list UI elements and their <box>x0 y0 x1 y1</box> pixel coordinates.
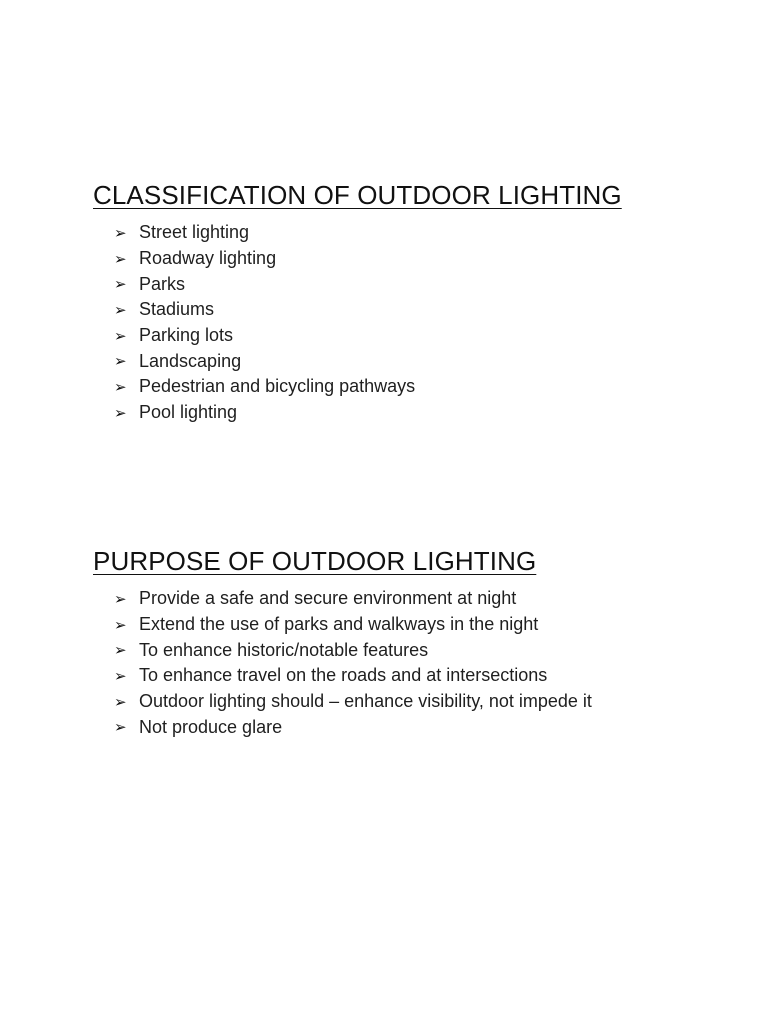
arrowhead-bullet-icon: ➢ <box>114 666 127 685</box>
list-item-text: Extend the use of parks and walkways in the night <box>139 614 539 635</box>
arrowhead-bullet-icon: ➢ <box>114 641 127 660</box>
list-item-text: Stadiums <box>139 299 215 320</box>
list-item-text: Pedestrian and bicycling pathways <box>139 376 416 397</box>
list-item-text: Outdoor lighting should – enhance visibility, not impede it <box>139 691 592 712</box>
purpose-list <box>93 586 733 740</box>
list-item-text: Roadway lighting <box>139 248 277 269</box>
list-item-text: Parks <box>139 273 186 294</box>
arrowhead-bullet-icon: ➢ <box>114 326 127 345</box>
list-item <box>114 374 733 400</box>
list-item <box>114 348 733 374</box>
arrowhead-bullet-icon: ➢ <box>114 589 127 608</box>
arrowhead-bullet-icon: ➢ <box>114 615 127 634</box>
purpose-heading: PURPOSE OF OUTDOOR LIGHTING <box>93 546 537 576</box>
arrowhead-bullet-icon: ➢ <box>114 377 127 396</box>
list-item <box>114 637 733 663</box>
list-item <box>114 400 733 426</box>
list-item-text: Parking lots <box>139 325 234 346</box>
arrowhead-bullet-icon: ➢ <box>114 300 127 319</box>
list-item <box>114 323 733 349</box>
arrowhead-bullet-icon: ➢ <box>114 249 127 268</box>
arrowhead-bullet-icon: ➢ <box>114 403 127 422</box>
list-item-text: To enhance travel on the roads and at intersections <box>139 665 548 686</box>
classification-section <box>93 178 733 426</box>
list-item <box>114 663 733 689</box>
list-item <box>114 220 733 246</box>
list-item-text: Landscaping <box>139 350 242 371</box>
classification-list <box>93 220 733 426</box>
list-item <box>114 714 733 740</box>
list-item-text: To enhance historic/notable features <box>139 639 429 660</box>
list-item <box>114 689 733 715</box>
list-item <box>114 612 733 638</box>
list-item-text: Provide a safe and secure environment at night <box>139 588 517 609</box>
arrowhead-bullet-icon: ➢ <box>114 718 127 737</box>
list-item-text: Street lighting <box>139 222 250 243</box>
arrowhead-bullet-icon: ➢ <box>114 275 127 294</box>
arrowhead-bullet-icon: ➢ <box>114 223 127 242</box>
arrowhead-bullet-icon: ➢ <box>114 692 127 711</box>
list-item <box>114 246 733 272</box>
list-item-text: Pool lighting <box>139 402 238 423</box>
list-item-text: Not produce glare <box>139 716 283 737</box>
list-item <box>114 297 733 323</box>
list-item <box>114 586 733 612</box>
classification-heading: CLASSIFICATION OF OUTDOOR LIGHTING <box>93 180 622 210</box>
purpose-section <box>93 544 733 740</box>
list-item <box>114 271 733 297</box>
arrowhead-bullet-icon: ➢ <box>114 352 127 371</box>
